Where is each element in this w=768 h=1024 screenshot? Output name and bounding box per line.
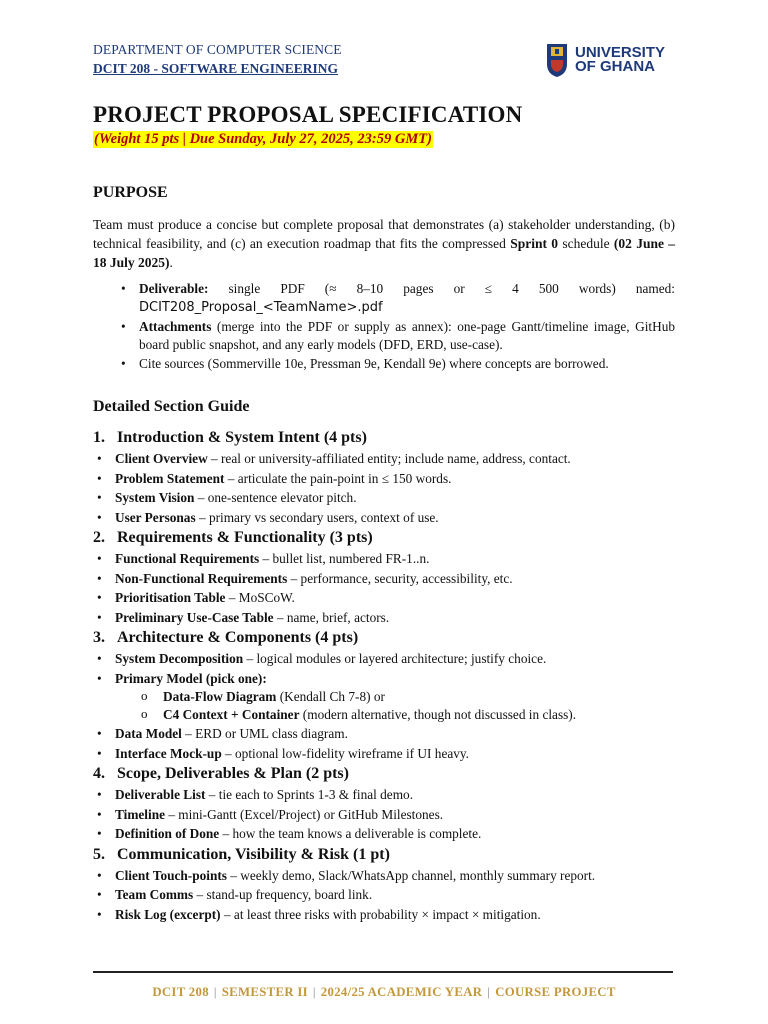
footer-type: COURSE PROJECT: [495, 985, 616, 999]
list-item: [93, 549, 675, 569]
item-bold: System Vision: [115, 490, 195, 505]
item-bold: Preliminary Use-Case Table: [115, 609, 274, 625]
section-heading: [93, 527, 675, 549]
section-title: Scope, Deliverables & Plan (2 pts): [117, 765, 349, 782]
university-logo: [545, 40, 665, 80]
list-item: [93, 669, 675, 725]
item-text: – at least three risks with probability × impact × mitigation.: [220, 906, 541, 922]
footer-separator: |: [487, 985, 491, 999]
item-text: – optional low-fidelity wireframe if UI heavy.: [221, 745, 469, 761]
document-subtitle: (Weight 15 pts | Due Sunday, July 27, 2025, 23:59 GMT): [94, 131, 432, 147]
item-text: – tie each to Sprints 1-3 & final demo.: [205, 787, 414, 802]
purpose-text-2: schedule: [558, 236, 614, 251]
course-name: DCIT 208 - SOFTWARE ENGINEERING: [93, 61, 339, 76]
bullet-bold: Deliverable:: [139, 281, 209, 296]
purpose-bullet-list: [117, 280, 675, 374]
purpose-dates: (02 June – 18 July 2025): [93, 236, 676, 270]
section-item-list: [93, 866, 675, 925]
purpose-paragraph: [93, 215, 675, 272]
section-heading: [93, 427, 675, 449]
detailed-section-heading: Detailed Section Guide: [93, 398, 250, 415]
section-item-list: [93, 649, 675, 763]
filename-text: DCIT208_Proposal_<TeamName>.pdf: [139, 300, 383, 315]
item-text: – performance, security, accessibility, etc.: [287, 570, 513, 586]
sub-item-text: (modern alternative, though not discussed in class).: [299, 707, 577, 722]
list-item: [93, 449, 675, 469]
sub-list-item: [141, 688, 675, 706]
footer-semester: SEMESTER II: [221, 985, 308, 999]
section-heading: [93, 763, 675, 785]
footer-year: 2024/25 ACADEMIC YEAR: [320, 985, 483, 999]
bullet-text: Cite sources (Sommerville 10e, Pressman 9e, Kendall 9e) where concepts are borrowed.: [139, 356, 609, 371]
list-item: [93, 866, 675, 886]
list-item: [93, 508, 675, 528]
item-bold: Client Overview: [115, 451, 208, 466]
section-item-list: [93, 449, 675, 527]
section-item-list: [93, 785, 675, 844]
section-title: Architecture & Components (4 pts): [117, 629, 359, 646]
item-text: – articulate the pain-point in ≤ 150 words.: [224, 470, 452, 486]
list-item: [93, 488, 675, 508]
item-bold: Timeline: [115, 806, 165, 822]
item-bold: Functional Requirements: [115, 551, 260, 566]
item-text: – one-sentence elevator pitch.: [194, 490, 357, 505]
document-footer: [0, 985, 768, 1000]
purpose-text-1: Team must produce a concise but complete proposal that demonstrates (a) stakeholder understanding, (b) technical feasibility, and (c) an execution roadmap that fits the compressed: [93, 217, 675, 251]
item-text: – real or university-affiliated entity; include name, address, contact.: [207, 451, 571, 466]
bullet-bold: Attachments: [139, 319, 212, 334]
footer-separator: |: [213, 985, 217, 999]
item-bold: User Personas: [115, 509, 196, 525]
section-number: 5.: [93, 845, 105, 863]
sub-item-list: [115, 688, 675, 724]
list-item: [93, 824, 675, 844]
item-bold: Deliverable List: [115, 787, 206, 802]
item-text: – stand-up frequency, board link.: [193, 887, 373, 902]
footer-divider: [93, 971, 673, 973]
item-text: – MoSCoW.: [225, 590, 295, 605]
logo-line-1: UNIVERSITY: [575, 44, 666, 61]
document-header: [93, 40, 683, 90]
item-text: – bullet list, numbered FR-1..n.: [259, 551, 430, 566]
item-text: – name, brief, actors.: [273, 609, 390, 625]
item-bold: Non-Functional Requirements: [115, 570, 288, 586]
item-text: – weekly demo, Slack/WhatsApp channel, monthly summary report.: [226, 867, 596, 883]
document-title: PROJECT PROPOSAL SPECIFICATION: [93, 102, 523, 127]
item-text: – mini-Gantt (Excel/Project) or GitHub Milestones.: [165, 806, 444, 822]
list-item: [93, 724, 675, 744]
logo-text: [575, 46, 665, 74]
sub-item-bold: C4 Context + Container: [163, 707, 300, 722]
item-text: – primary vs secondary users, context of use.: [195, 509, 439, 525]
list-item: [93, 469, 675, 489]
list-item: [93, 805, 675, 825]
item-bold: Team Comms: [115, 887, 194, 902]
list-item: [93, 905, 675, 925]
item-text: – logical modules or layered architecture; justify choice.: [243, 651, 547, 666]
sub-item-bold: Data-Flow Diagram: [163, 689, 277, 704]
section-title: Communication, Visibility & Risk (1 pt): [117, 845, 390, 863]
list-item: [117, 318, 675, 354]
footer-separator: |: [312, 985, 316, 999]
item-bold: Primary Model (pick one):: [115, 670, 267, 686]
purpose-text-3: .: [169, 255, 173, 270]
item-text: – ERD or UML class diagram.: [181, 726, 348, 741]
purpose-sprint: Sprint 0: [510, 236, 559, 251]
section-heading: [93, 627, 675, 649]
list-item: [93, 569, 675, 589]
item-bold: Data Model: [115, 726, 182, 741]
section-heading: [93, 844, 675, 866]
bullet-text: single PDF (≈ 8–10 pages or ≤ 4 500 words) named:: [208, 281, 675, 296]
section-title: Introduction & System Intent (4 pts): [117, 429, 367, 446]
item-bold: Client Touch-points: [115, 867, 227, 883]
crest-icon: [545, 42, 569, 78]
sub-list-item: [141, 706, 675, 724]
item-bold: System Decomposition: [115, 651, 244, 666]
list-item: [93, 785, 675, 805]
section-number: 2.: [93, 529, 105, 546]
item-bold: Definition of Done: [115, 826, 220, 841]
list-item: [93, 649, 675, 669]
list-item: [117, 280, 675, 317]
bullet-text: (merge into the PDF or supply as annex): one-page Gantt/timeline image, GitHub board public snapshot, and any early models (DFD, ERD, use-case).: [139, 319, 675, 352]
logo-line-2: OF GHANA: [575, 58, 655, 75]
list-item: [117, 355, 675, 373]
purpose-heading: PURPOSE: [93, 184, 168, 201]
section-number: 4.: [93, 765, 105, 782]
section-item-list: [93, 549, 675, 627]
list-item: [93, 744, 675, 764]
item-bold: Interface Mock-up: [115, 745, 222, 761]
section-number: 3.: [93, 629, 105, 646]
item-bold: Prioritisation Table: [115, 590, 226, 605]
section-guide: [93, 427, 675, 924]
sub-item-text: (Kendall Ch 7-8) or: [276, 689, 385, 704]
footer-course: DCIT 208: [152, 985, 209, 999]
item-bold: Risk Log (excerpt): [115, 906, 221, 922]
list-item: [93, 885, 675, 905]
section-number: 1.: [93, 429, 105, 446]
item-text: – how the team knows a deliverable is complete.: [219, 826, 482, 841]
list-item: [93, 588, 675, 608]
item-bold: Problem Statement: [115, 470, 225, 486]
list-item: [93, 608, 675, 628]
department-name: DEPARTMENT OF COMPUTER SCIENCE: [93, 42, 342, 57]
section-title: Requirements & Functionality (3 pts): [117, 529, 373, 546]
